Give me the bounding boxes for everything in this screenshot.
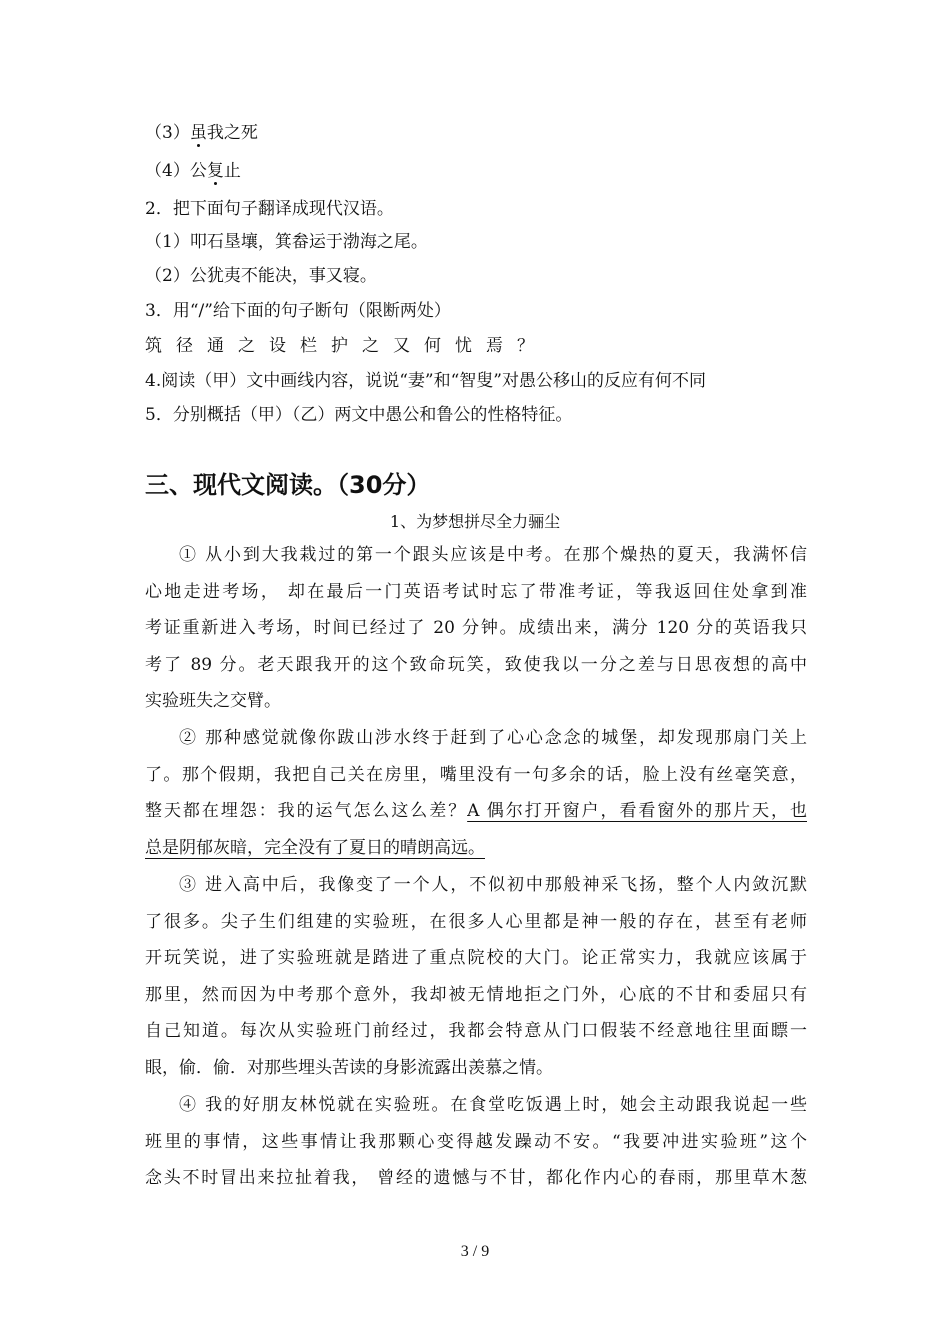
paragraph-line: ④ 我的好朋友林悦就在实验班。在食堂吃饭遇上时，她会主动跟我说起一些: [179, 1095, 807, 1115]
paragraph-2: [145, 720, 807, 866]
q2-sentence-1: （1）叩石垦壤，箕畚运于渤海之尾。: [145, 232, 428, 252]
paragraph-line: 自己知道。每次从实验班门前经过，我都会特意从门口假装不经意地往里面瞟一: [145, 1021, 807, 1042]
paragraph-line: 心地走进考场， 却在最后一门英语考试时忘了带准考证，等我返回住处拿到准: [145, 581, 807, 602]
dotted-char: 复: [206, 161, 224, 181]
paragraph-line: 班里的事情，这些事情让我那颗心变得越发躁动不安。“我要冲进实验班”这个: [145, 1131, 807, 1152]
paragraph-line: [145, 830, 807, 867]
paragraph-line: ① 从小到大我栽过的第一个跟头应该是中考。在那个燥热的夏天，我满怀信: [179, 545, 807, 565]
underlined-text: A 偶尔打开窗户，看看窗外的那片天，也: [467, 801, 807, 822]
item-text: 我之死: [206, 123, 258, 143]
paragraph-line: 开玩笑说，进了实验班就是踏进了重点院校的大门。论正常实力，我就应该属于: [145, 948, 807, 969]
paragraph-3: [145, 867, 807, 1087]
paragraph-line: 考了 89 分。老天跟我开的这个致命玩笑，致使我以一分之差与日思夜想的高中: [145, 654, 807, 675]
paragraph-line: ② 那种感觉就像你跋山涉水终于赶到了心心念念的城堡，却发现那扇门关上: [179, 728, 807, 748]
dotted-char: 虽: [189, 123, 207, 143]
paragraph-line: 实验班失之交臂。: [145, 691, 281, 712]
item-prefix: （4）公: [145, 161, 207, 181]
q1-item-4: [145, 159, 241, 183]
q2-heading: 2．把下面句子翻译成现代汉语。: [145, 199, 394, 219]
item-text: 止: [223, 161, 241, 181]
paragraph-line: 那里，然而因为中考那个意外，我却被无情地拒之门外，心底的不甘和委屈只有: [145, 984, 807, 1005]
q1-item-3: [145, 121, 258, 145]
underlined-text: 总是阴郁灰暗，完全没有了夏日的晴朗高远。: [145, 837, 485, 858]
q3-sentence: 筑径通之设栏护之又何忧焉？: [145, 336, 548, 356]
q2-sentence-2: （2）公犹夷不能决，事又寝。: [145, 266, 377, 286]
paragraph-line: 念头不时冒出来拉扯着我， 曾经的遗憾与不甘，都化作内心的春雨，那里草木葱: [145, 1168, 807, 1189]
paragraph-line: 考证重新进入考场，时间已经过了 20 分钟。成绩出来，满分 120 分的英语我只: [145, 618, 807, 639]
paragraph-4: [145, 1087, 807, 1197]
q4-question: 4.阅读（甲）文中画线内容，说说“妻”和“智叟”对愚公移山的反应有何不同: [145, 371, 706, 391]
q3-heading: 3．用“/”给下面的句子断句（限断两处）: [145, 301, 451, 321]
paragraph-line: ③ 进入高中后，我像变了一个人，不似初中那般神采飞扬，整个人内敛沉默: [179, 875, 807, 895]
q5-question: 5．分别概括（甲）（乙）两文中愚公和鲁公的性格特征。: [145, 405, 573, 425]
paragraph-1: [145, 537, 807, 720]
plain-text: 整天都在埋怨：我的运气怎么这么差？: [145, 801, 468, 822]
item-prefix: （3）: [145, 123, 190, 143]
article-title: 1、为梦想拼尽全力骊尘: [389, 512, 561, 531]
paragraph-line: 眼，偷．偷．对那些埋头苦读的身影流露出羡慕之情。: [145, 1057, 553, 1078]
paragraph-line: 了。那个假期，我把自己关在房里，嘴里没有一句多余的话，脸上没有丝毫笑意，: [145, 764, 807, 785]
page-number: 3 / 9: [460, 1243, 490, 1260]
paragraph-line: 了很多。尖子生们组建的实验班，在很多人心里都是神一般的存在，甚至有老师: [145, 911, 807, 932]
section-title: 三、现代文阅读。（30分）: [145, 471, 431, 499]
paragraph-line: [145, 793, 807, 830]
